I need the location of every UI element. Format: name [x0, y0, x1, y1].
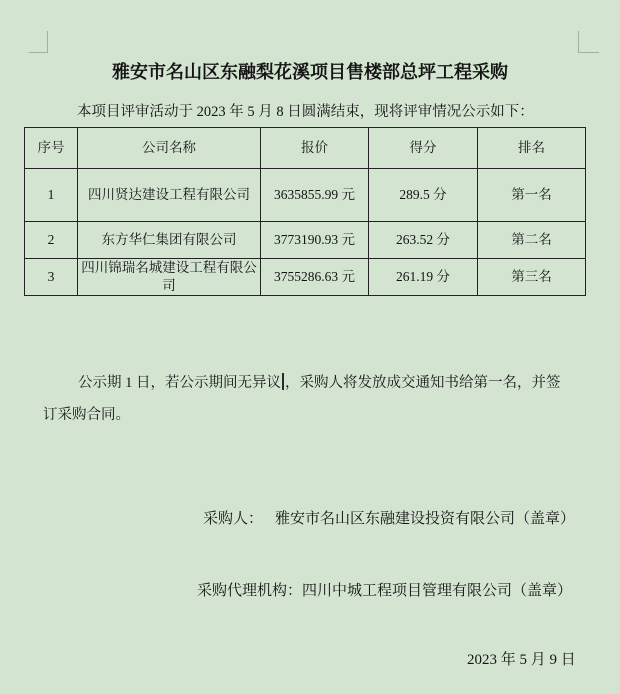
header-报价: 报价	[261, 128, 369, 169]
agent-line	[197, 579, 572, 600]
header-公司名称: 公司名称	[78, 128, 261, 169]
purchaser-label: 采购人：	[203, 511, 264, 527]
header-序号: 序号	[25, 128, 78, 169]
text-caret[interactable]	[282, 373, 284, 390]
cell-company: 四川贤达建设工程有限公司	[78, 169, 261, 222]
header-得分: 得分	[369, 128, 478, 169]
agent-value: 四川中城工程项目管理有限公司（盖章）	[302, 583, 573, 599]
cell-company: 东方华仁集团有限公司	[78, 222, 261, 259]
cell-score: 261.19 分	[369, 259, 478, 296]
cell-no: 1	[25, 169, 78, 222]
notice-text-before-caret: 公示期 1 日，若公示期间无异议	[78, 375, 281, 391]
notice-text-after-caret: ，采购人将发放成交通知书给第一名，并签	[285, 375, 561, 391]
cell-score: 289.5 分	[369, 169, 478, 222]
agent-label: 采购代理机构：	[197, 583, 303, 599]
intro-paragraph: 本项目评审活动于 2023 年 5 月 8 日圆满结束，现将评审情况公示如下：	[77, 104, 534, 120]
margin-crop-mark-top-right-icon	[578, 31, 599, 53]
cell-price: 3755286.63 元	[261, 259, 369, 296]
notice-paragraph-line1	[78, 371, 561, 392]
notice-paragraph-line2: 订采购合同。	[43, 407, 130, 423]
purchaser-value: 雅安市名山区东融建设投资有限公司（盖章）	[275, 511, 576, 527]
header-排名: 排名	[478, 128, 586, 169]
page-title: 雅安市名山区东融梨花溪项目售楼部总坪工程采购	[112, 62, 508, 82]
table-row	[25, 169, 586, 222]
margin-crop-mark-top-left-icon	[29, 31, 48, 53]
cell-no: 2	[25, 222, 78, 259]
cell-price: 3773190.93 元	[261, 222, 369, 259]
table-row	[25, 259, 586, 296]
table-header-row	[25, 128, 586, 169]
cell-price: 3635855.99 元	[261, 169, 369, 222]
cell-rank: 第三名	[478, 259, 586, 296]
cell-rank: 第一名	[478, 169, 586, 222]
cell-no: 3	[25, 259, 78, 296]
purchaser-line	[203, 507, 575, 528]
table-row	[25, 222, 586, 259]
cell-score: 263.52 分	[369, 222, 478, 259]
cell-rank: 第二名	[478, 222, 586, 259]
cell-company: 四川锦瑞名城建设工程有限公司	[78, 259, 261, 296]
evaluation-results-table	[24, 127, 586, 296]
document-date: 2023 年 5 月 9 日	[467, 652, 576, 668]
